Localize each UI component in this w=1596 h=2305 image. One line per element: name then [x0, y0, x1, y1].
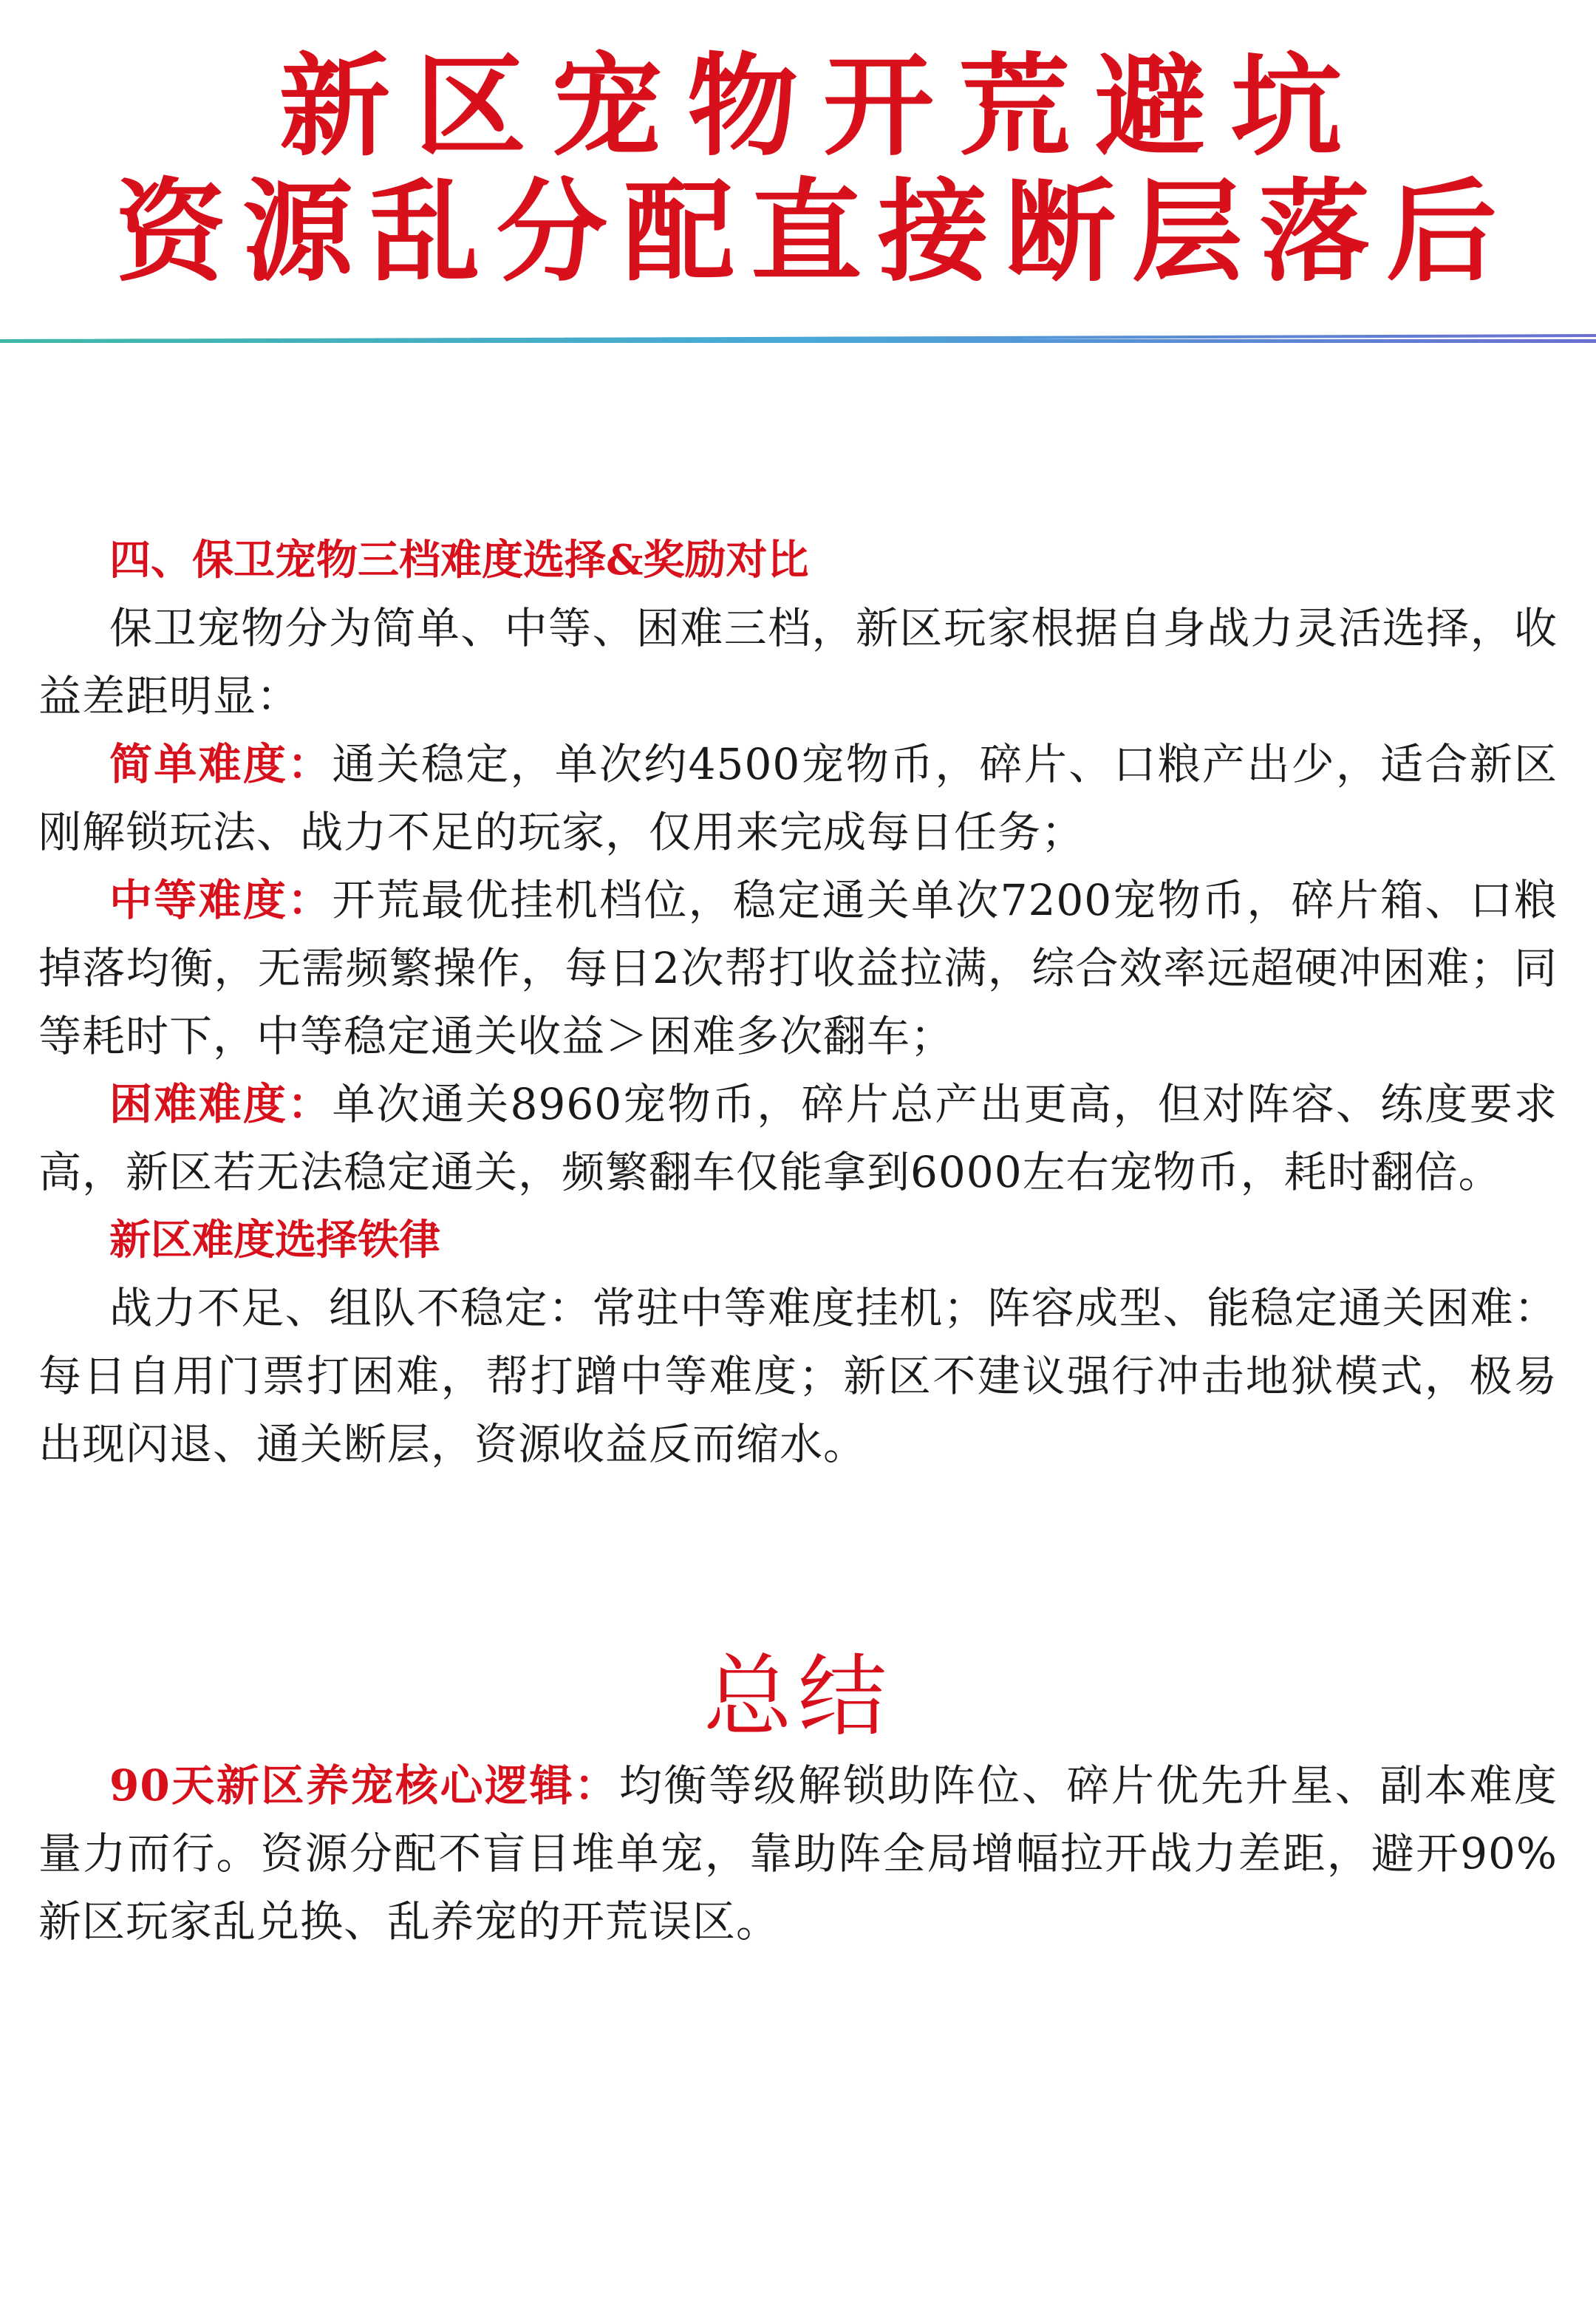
difficulty-easy-label: 简单难度： — [109, 739, 332, 789]
difficulty-easy-text: 通关稳定，单次约4500宠物币，碎片、口粮产出少，适合新区刚解锁玩法、战力不足的玩家，仅用来完成每日任务； — [38, 739, 1558, 857]
summary-label: 90天新区养宠核心逻辑： — [109, 1760, 619, 1811]
difficulty-hard — [38, 1070, 1558, 1206]
difficulty-medium-text: 开荒最优挂机档位，稳定通关单次7200宠物币，碎片箱、口粮掉落均衡，无需频繁操作，每日2次帮打收益拉满，综合效率远超硬冲困难；同等耗时下，中等稳定通关收益＞困难多次翻车； — [38, 875, 1558, 1061]
rule-heading: 新区难度选择铁律 — [109, 1216, 440, 1264]
rule-text: 战力不足、组队不稳定：常驻中等难度挂机；阵容成型、能稳定通关困难：每日自用门票打困难，帮打蹭中等难度；新区不建议强行冲击地狱模式，极易出现闪退、通关断层，资源收益反而缩水。 — [38, 1283, 1558, 1469]
page-header — [0, 0, 1596, 355]
summary-title: 总结 — [703, 1646, 893, 1749]
difficulty-easy — [38, 730, 1558, 866]
difficulty-hard-label: 困难难度： — [109, 1079, 332, 1129]
article-body — [38, 526, 1558, 1478]
header-divider — [0, 334, 1596, 343]
section-intro: 保卫宠物分为简单、中等、困难三档，新区玩家根据自身战力灵活选择，收益差距明显： — [38, 603, 1558, 721]
page-title-line-1: 新区宠物开荒避坑 — [279, 43, 1367, 171]
summary-text: 均衡等级解锁助阵位、碎片优先升星、副本难度量力而行。资源分配不盲目堆单宠，靠助阵全局增幅拉开战力差距，避开90%新区玩家乱兑换、乱养宠的开荒误区。 — [38, 1760, 1558, 1947]
section-heading: 四、保卫宠物三档难度选择&奖励对比 — [109, 536, 809, 585]
page-title-line-2: 资源乱分配直接断层落后 — [115, 168, 1513, 297]
difficulty-hard-text: 单次通关8960宠物币，碎片总产出更高，但对阵容、练度要求高，新区若无法稳定通关，频繁翻车仅能拿到6000左右宠物币，耗时翻倍。 — [38, 1079, 1558, 1197]
summary-paragraph — [38, 1751, 1558, 1955]
difficulty-medium-label: 中等难度： — [109, 875, 332, 925]
difficulty-medium — [38, 866, 1558, 1070]
summary-body — [38, 1751, 1558, 1955]
